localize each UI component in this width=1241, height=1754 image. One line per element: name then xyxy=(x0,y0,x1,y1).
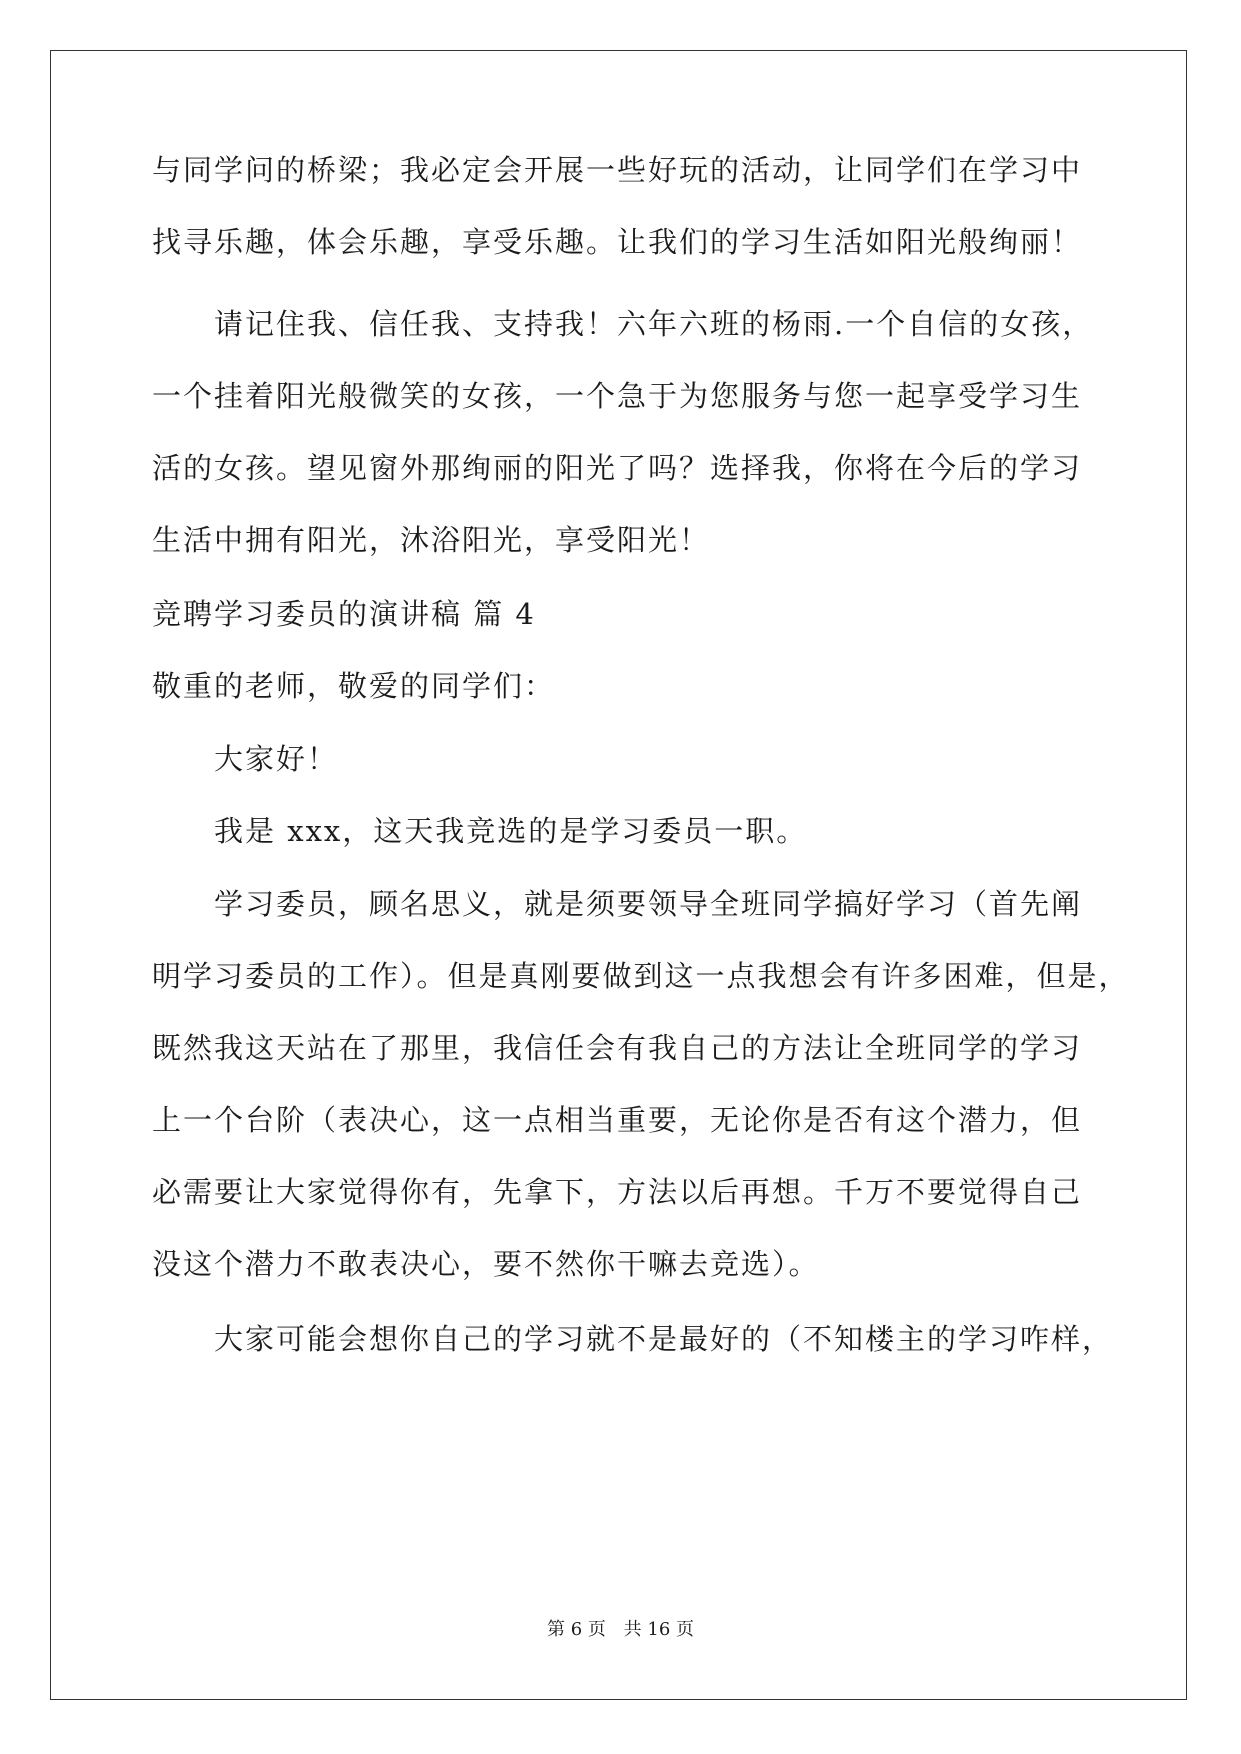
paragraph-line: 我是 xxx，这天我竞选的是学习委员一职。 xyxy=(214,814,808,848)
paragraph-line: 明学习委员的工作）。但是真刚要做到这一点我想会有许多困难，但是， xyxy=(152,959,1130,993)
section-heading: 竞聘学习委员的演讲稿 篇 4 xyxy=(152,597,536,631)
page-total: 共 16 页 xyxy=(623,1619,694,1640)
paragraph-line: 生活中拥有阳光，沐浴阳光，享受阳光！ xyxy=(152,523,711,557)
paragraph-line: 大家可能会想你自己的学习就不是最好的（不知楼主的学习咋样， xyxy=(214,1322,1114,1356)
page-number: 第 6 页 xyxy=(547,1619,606,1640)
paragraph-line: 活的女孩。望见窗外那绚丽的阳光了吗？选择我，你将在今后的学习 xyxy=(152,451,1083,485)
page-footer xyxy=(0,1615,1241,1641)
greeting: 大家好！ xyxy=(214,742,339,776)
paragraph-line: 请记住我、信任我、支持我！六年六班的杨雨.一个自信的女孩， xyxy=(214,307,1094,341)
paragraph-line: 必需要让大家觉得你有，先拿下，方法以后再想。千万不要觉得自己 xyxy=(152,1175,1083,1209)
paragraph-line: 一个挂着阳光般微笑的女孩，一个急于为您服务与您一起享受学习生 xyxy=(152,379,1083,413)
paragraph-line: 找寻乐趣，体会乐趣，享受乐趣。让我们的学习生活如阳光般绚丽！ xyxy=(152,225,1083,259)
paragraph-line: 学习委员，顾名思义，就是须要领导全班同学搞好学习（首先阐 xyxy=(214,887,1083,921)
paragraph-line: 与同学问的桥梁；我必定会开展一些好玩的活动，让同学们在学习中 xyxy=(152,153,1083,187)
page-border xyxy=(50,50,1187,1700)
paragraph-line: 没这个潜力不敢表决心，要不然你干嘛去竞选）。 xyxy=(152,1247,820,1281)
paragraph-line: 既然我这天站在了那里，我信任会有我自己的方法让全班同学的学习 xyxy=(152,1031,1083,1065)
salutation: 敬重的老师，敬爱的同学们： xyxy=(152,669,556,703)
paragraph-line: 上一个台阶（表决心，这一点相当重要，无论你是否有这个潜力，但 xyxy=(152,1103,1083,1137)
